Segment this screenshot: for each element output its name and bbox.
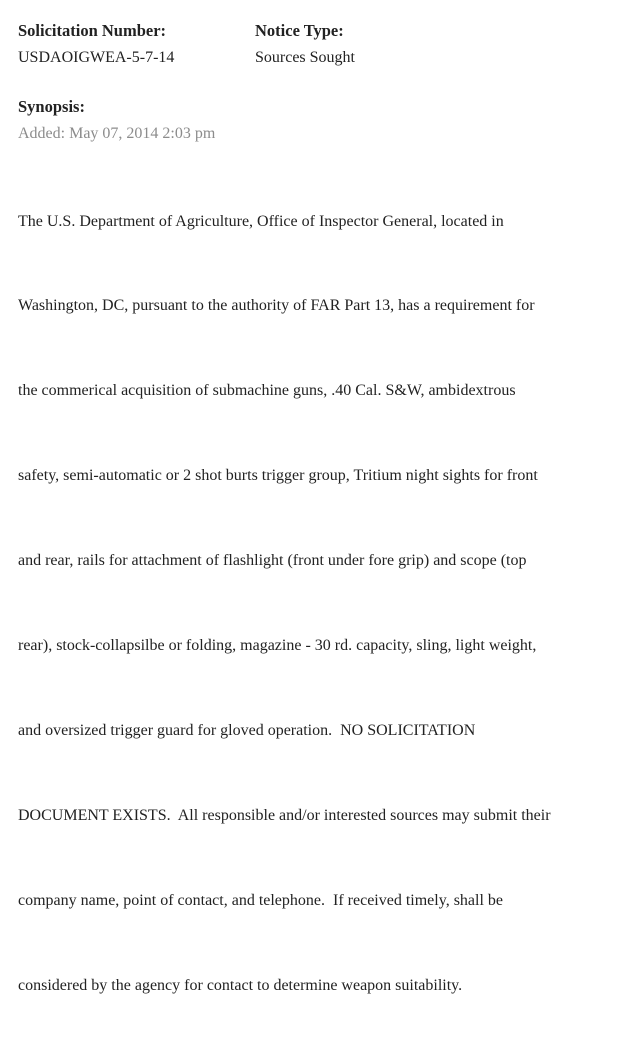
- solicitation-number-value: USDAOIGWEA-5-7-14: [18, 49, 175, 66]
- synopsis-line: considered by the agency for contact to determine weapon suitability.: [18, 976, 463, 994]
- synopsis-label: Synopsis:: [18, 97, 85, 116]
- notice-type-label: Notice Type:: [255, 21, 344, 40]
- added-timestamp: Added: May 07, 2014 2:03 pm: [18, 125, 216, 142]
- synopsis-line: rear), stock-collapsilbe or folding, magazine - 30 rd. capacity, sling, light weight,: [18, 637, 537, 655]
- synopsis-line: company name, point of contact, and telephone. If received timely, shall be: [18, 891, 504, 909]
- synopsis-line: the commerical acquisition of submachine guns, .40 Cal. S&W, ambidextrous: [18, 382, 516, 400]
- notice-type-value: Sources Sought: [255, 49, 355, 66]
- synopsis-line: and oversized trigger guard for gloved operation. NO SOLICITATION: [18, 721, 476, 739]
- synopsis-line: DOCUMENT EXISTS. All responsible and/or interested sources may submit their: [18, 806, 551, 824]
- solicitation-number-label: Solicitation Number:: [18, 21, 167, 40]
- synopsis-body: [18, 151, 630, 1057]
- synopsis-line: and rear, rails for attachment of flashlight (front under fore grip) and scope (top: [18, 552, 527, 570]
- synopsis-line: safety, semi-automatic or 2 shot burts trigger group, Tritium night sights for front: [18, 467, 538, 485]
- synopsis-line: The U.S. Department of Agriculture, Office of Inspector General, located in: [18, 212, 504, 230]
- synopsis-line: Washington, DC, pursuant to the authority of FAR Part 13, has a requirement for: [18, 297, 535, 315]
